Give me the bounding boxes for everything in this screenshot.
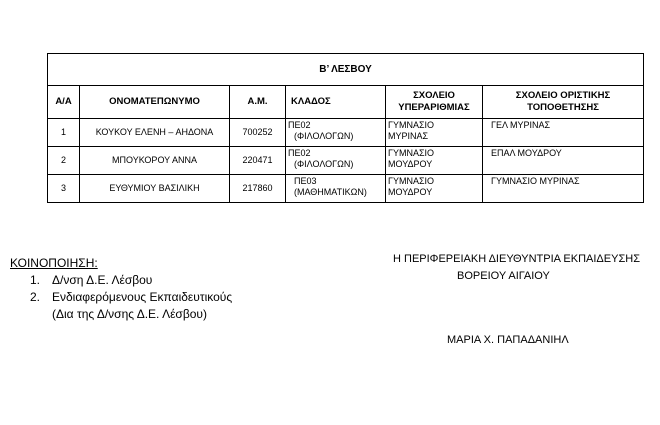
cc-item-number: 2. (30, 290, 41, 304)
table-title-row (48, 54, 644, 86)
cell-name: ΜΠΟΥΚΟΡΟΥ ΑΝΝΑ (80, 147, 230, 175)
signature-title-line2: ΒΟΡΕΙΟΥ ΑΙΓΑΙΟΥ (457, 270, 550, 282)
header-school-current-line2: ΥΠΕΡΑΡΙΘΜΙΑΣ (398, 102, 470, 113)
cell-name: ΚΟΥΚΟΥ ΕΛΕΝΗ – ΑΗΔΟΝΑ (80, 119, 230, 147)
cell-school-current-line2: ΜΥΡΙΝΑΣ (388, 131, 429, 141)
cc-item (30, 272, 232, 289)
cell-school-current-line1: ΓΥΜΝΑΣΙΟ (388, 120, 435, 130)
cell-klados (286, 175, 386, 203)
cell-am: 700252 (230, 119, 286, 147)
cell-klados-desc: (ΦΙΛΟΛΟΓΩΝ) (294, 131, 354, 141)
cc-item (30, 289, 232, 306)
cc-label: ΚΟΙΝΟΠΟΙΗΣΗ: (10, 256, 98, 270)
table-row (48, 119, 644, 147)
table-row (48, 175, 644, 203)
table-title: Β’ ΛΕΣΒΟΥ (48, 54, 644, 86)
signature-name: ΜΑΡΙΑ Χ. ΠΑΠΑΔΑΝΙΗΛ (447, 334, 569, 346)
header-aa: Α/Α (48, 86, 80, 119)
cc-item-text: Ενδιαφερόμενους Εκπαιδευτικούς (52, 290, 233, 304)
header-klados: ΚΛΑΔΟΣ (286, 86, 386, 119)
cell-aa: 2 (48, 147, 80, 175)
table-row (48, 147, 644, 175)
header-school-final-line1: ΣΧΟΛΕΙΟ ΟΡΙΣΤΙΚΗΣ (515, 90, 611, 101)
table-header-row (48, 86, 644, 119)
signature-title-line1: Η ΠΕΡΙΦΕΡΕΙΑΚΗ ΔΙΕΥΘΥΝΤΡΙΑ ΕΚΠΑΙΔΕΥΣΗΣ (393, 253, 641, 265)
assignments-table (47, 53, 644, 203)
cell-klados (286, 119, 386, 147)
cell-am: 220471 (230, 147, 286, 175)
cell-school-final: ΓΕΛ ΜΥΡΙΝΑΣ (483, 119, 644, 147)
cell-klados-code: ΠΕ02 (288, 148, 311, 158)
header-school-current-line1: ΣΧΟΛΕΙΟ (413, 90, 455, 101)
cell-klados-desc: (ΦΙΛΟΛΟΓΩΝ) (294, 159, 354, 169)
header-school-final-line2: ΤΟΠΟΘΕΤΗΣΗΣ (527, 102, 599, 113)
cell-klados-code: ΠΕ03 (294, 176, 317, 186)
cc-item-subtext: (Δια της Δ/νσης Δ.Ε. Λέσβου) (52, 307, 207, 321)
cell-school-current (386, 147, 483, 175)
cell-aa: 3 (48, 175, 80, 203)
cell-school-current (386, 119, 483, 147)
cell-school-current-line1: ΓΥΜΝΑΣΙΟ (388, 148, 435, 158)
cell-klados-code: ΠΕ02 (288, 120, 311, 130)
cell-school-final: ΓΥΜΝΑΣΙΟ ΜΥΡΙΝΑΣ (483, 175, 644, 203)
cell-school-current-line2: ΜΟΥΔΡΟΥ (388, 159, 433, 169)
cell-name: ΕΥΘΥΜΙΟΥ ΒΑΣΙΛΙΚΗ (80, 175, 230, 203)
cell-am: 217860 (230, 175, 286, 203)
header-name: ΟΝΟΜΑΤΕΠΩΝΥΜΟ (80, 86, 230, 119)
cell-school-final: ΕΠΑΛ ΜΟΥΔΡΟΥ (483, 147, 644, 175)
cc-list (30, 272, 232, 323)
cell-school-current-line2: ΜΟΥΔΡΟΥ (388, 187, 433, 197)
cc-item-number: 1. (30, 273, 41, 287)
header-am: Α.Μ. (230, 86, 286, 119)
cell-klados (286, 147, 386, 175)
header-school-current (386, 86, 483, 119)
cell-klados-desc: (ΜΑΘΗΜΑΤΙΚΩΝ) (294, 187, 367, 197)
cell-school-current-line1: ΓΥΜΝΑΣΙΟ (388, 176, 435, 186)
cc-item-text: Δ/νση Δ.Ε. Λέσβου (52, 273, 153, 287)
cell-school-current (386, 175, 483, 203)
cell-aa: 1 (48, 119, 80, 147)
header-school-final (483, 86, 644, 119)
